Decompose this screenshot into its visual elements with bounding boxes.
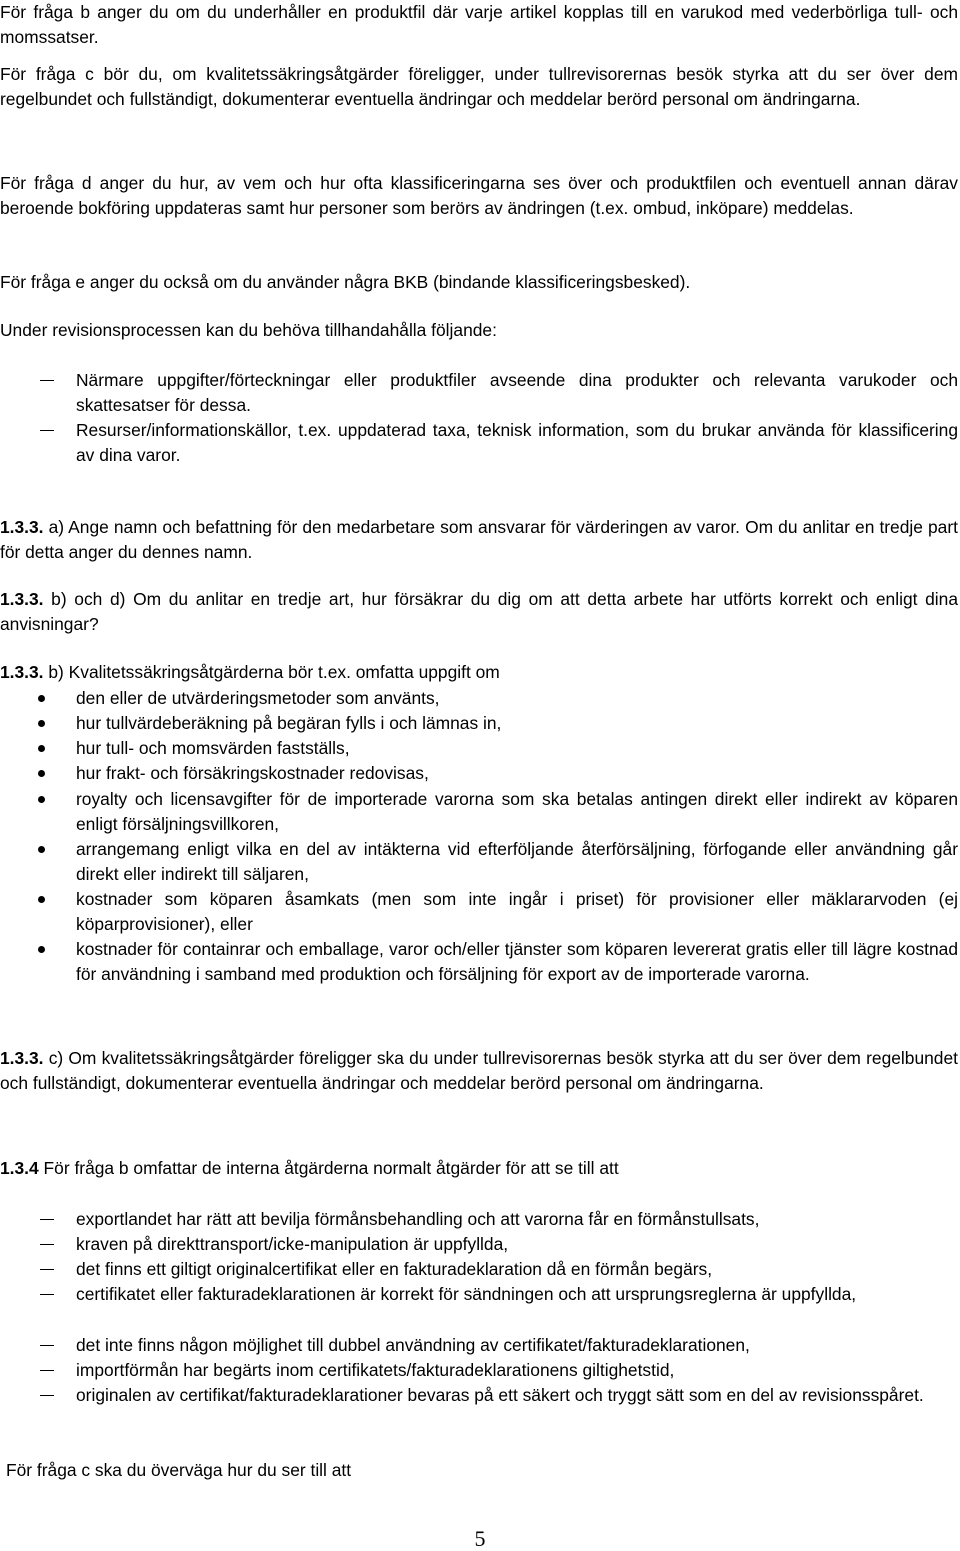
paragraph-question-c: För fråga c bör du, om kvalitetssäkringsåtgärder föreligger, under tullrevisorernas besök styrka att du ser över dem regelbundet och fullständigt, dokumenterar eventuella ändringar och meddelar berörd personal om ändringarna.	[0, 64, 958, 109]
list-item: exportlandet har rätt att bevilja förmånsbehandling och att varorna får en förmånstullsats,	[0, 1207, 958, 1232]
dash-bullet-icon	[0, 1232, 70, 1257]
paragraph-question-e: För fråga e anger du också om du använder några BKB (bindande klassificeringsbesked).	[0, 272, 691, 292]
list-item: kostnader för containrar och emballage, varor och/eller tjänster som köparen levererat gratis eller till lägre kostnad för användning i samband med produktion och försäljning för export av de importerade varorna.	[0, 937, 958, 987]
section-1-3-3-b: 1.3.3. b) Kvalitetssäkringsåtgärderna bör t.ex. omfatta uppgift om	[0, 662, 500, 682]
paragraph-question-b: För fråga b anger du om du underhåller en produktfil där varje artikel kopplas till en varukod med vederbörliga tull- och momssatser.	[0, 2, 958, 47]
list-item: Närmare uppgifter/förteckningar eller produktfiler avseende dina produkter och relevanta varukoder och skattesatser för dessa.	[0, 368, 958, 418]
list-item: det finns ett giltigt originalcertifikat eller en fakturadeklaration då en förmån begärs,	[0, 1257, 958, 1282]
dash-bullet-icon	[0, 418, 70, 443]
dash-bullet-icon	[0, 1358, 70, 1383]
list-item: Resurser/informationskällor, t.ex. uppdaterad taxa, teknisk information, som du brukar använda för klassificering av dina varor.	[0, 418, 958, 468]
list-item: originalen av certifikat/fakturadeklarationer bevaras på ett säkert och tryggt sätt som en del av revisionsspåret.	[0, 1383, 958, 1408]
section-1-3-3-c: 1.3.3. c) Om kvalitetssäkringsåtgärder föreligger ska du under tullrevisorernas besök styrka att du ser över dem regelbundet och fullständigt, dokumenterar eventuella ändringar och meddelar berörd personal om ändringarna.	[0, 1048, 958, 1093]
list-item: hur tull- och momsvärden fastställs,	[0, 736, 958, 761]
paragraph-question-d: För fråga d anger du hur, av vem och hur ofta klassificeringarna ses över och produktfilen och eventuell annan därav beroende bokföring uppdateras samt hur personer som berörs av ändringen (t.ex. ombud, inköpare) meddelas.	[0, 173, 958, 218]
round-bullet-icon	[0, 711, 70, 736]
list-item: hur tullvärdeberäkning på begäran fylls i och lämnas in,	[0, 711, 958, 736]
list-item: certifikatet eller fakturadeklarationen är korrekt för sändningen och att ursprungsreglerna är uppfyllda,	[0, 1282, 958, 1307]
list-item: arrangemang enligt vilka en del av intäkterna vid efterföljande återförsäljning, förfogande eller användning går direkt eller indirekt till säljaren,	[0, 837, 958, 887]
dash-bullet-icon	[0, 1207, 70, 1232]
list-item: kraven på direkttransport/icke-manipulation är uppfyllda,	[0, 1232, 958, 1257]
dash-bullet-icon	[0, 1333, 70, 1358]
round-bullet-icon	[0, 787, 70, 812]
dash-bullet-icon	[0, 1383, 70, 1408]
round-bullet-icon	[0, 837, 70, 862]
section-1-3-3-bd: 1.3.3. b) och d) Om du anlitar en tredje art, hur försäkrar du dig om att detta arbete har utförts korrekt och enligt dina anvisningar?	[0, 589, 958, 634]
paragraph-revision-intro: Under revisionsprocessen kan du behöva tillhandahålla följande:	[0, 320, 497, 340]
round-bullet-icon	[0, 937, 70, 962]
page-number: 5	[474, 1526, 486, 1551]
list-item: kostnader som köparen åsamkats (men som inte ingår i priset) för provisioner eller mäklararvoden (ej köparprovisioner), eller	[0, 887, 958, 937]
list-item: royalty och licensavgifter för de importerade varorna som ska betalas antingen direkt eller indirekt av köparen enligt försäljningsvillkoren,	[0, 787, 958, 837]
dash-bullet-icon	[0, 1282, 70, 1307]
round-bullet-icon	[0, 736, 70, 761]
list-item: importförmån har begärts inom certifikatets/fakturadeklarationens giltighetstid,	[0, 1358, 958, 1383]
list-item: det inte finns någon möjlighet till dubbel användning av certifikatet/fakturadeklarationen,	[0, 1333, 958, 1358]
round-bullet-icon	[0, 761, 70, 786]
paragraph-closing: För fråga c ska du överväga hur du ser till att	[6, 1460, 352, 1480]
round-bullet-icon	[0, 686, 70, 711]
round-bullet-icon	[0, 887, 70, 912]
dash-bullet-icon	[0, 1257, 70, 1282]
section-1-3-3-a: 1.3.3. a) Ange namn och befattning för den medarbetare som ansvarar för värderingen av varor. Om du anlitar en tredje part för detta anger du dennes namn.	[0, 517, 958, 562]
list-item: hur frakt- och försäkringskostnader redovisas,	[0, 761, 958, 786]
dash-bullet-icon	[0, 368, 70, 393]
list-item: den eller de utvärderingsmetoder som använts,	[0, 686, 958, 711]
section-1-3-4: 1.3.4 För fråga b omfattar de interna åtgärderna normalt åtgärder för att se till att	[0, 1158, 619, 1178]
